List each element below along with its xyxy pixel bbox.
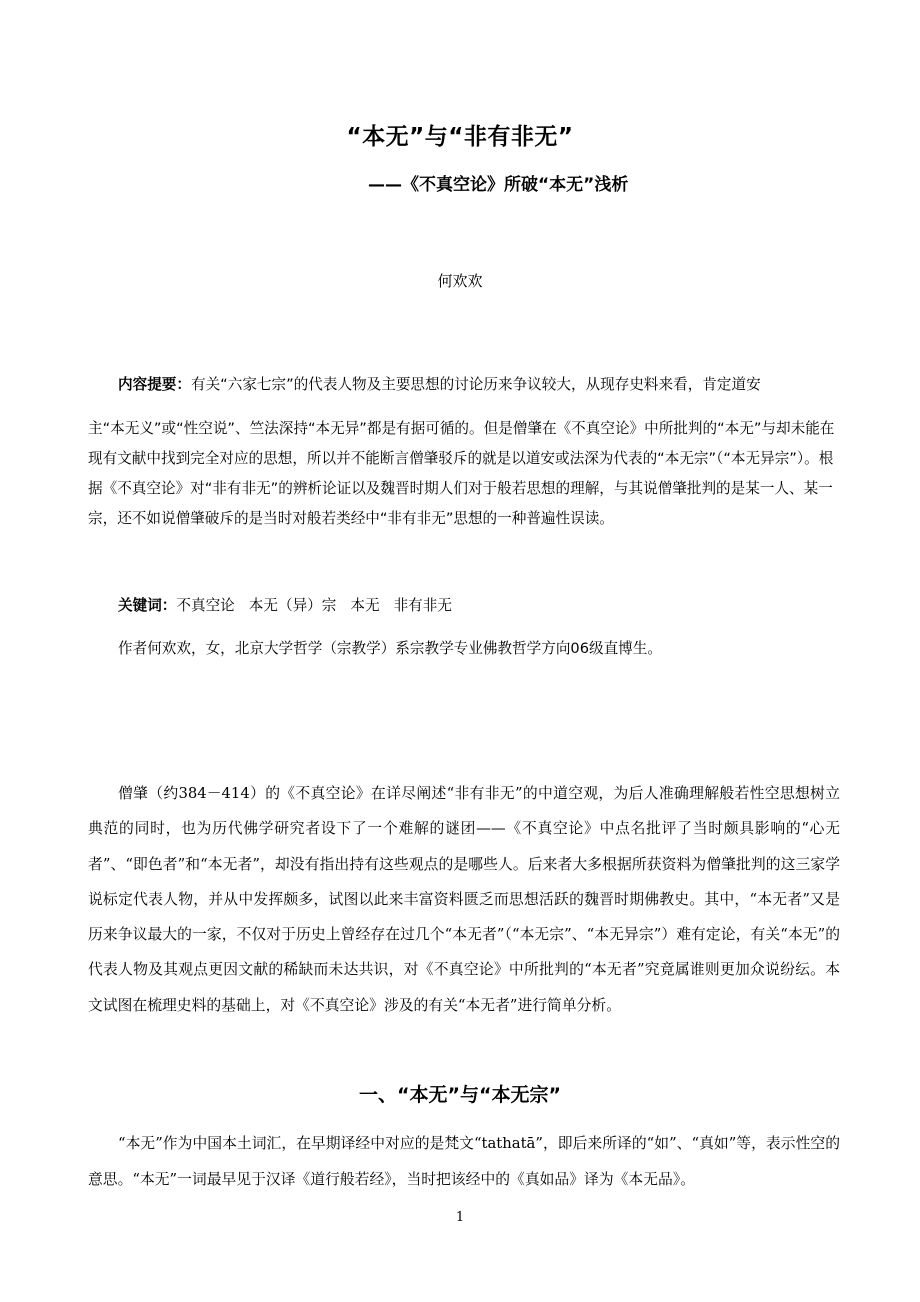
body-paragraph: “本无”作为中国本土词汇，在早期译经中对应的是梵文“tathatā”，即后来所译的“如”、“真如”等，表示性空的意思。“本无”一词最早见于汉译《道行般若经》，当时把该经中的《真如品》译为《本无品》。 xyxy=(88,1135,840,1188)
body-paragraph: 僧肇（约384－414）的《不真空论》在详尽阐述“非有非无”的中道空观，为后人准确理解般若性空思想树立典范的同时，也为历代佛学研究者设下了一个难解的谜团——《不真空论》中点名批评了当时颇具影响的“心无者”、“即色者”和“本无者”，却没有指出持有这些观点的是哪些人。后来者大多根据所获资料为僧肇批判的这三家学说标定代表人物，并从中发挥颇多，试图以此来丰富资料匮乏而思想活跃的魏晋时期佛教史。其中，“本无者”又是历来争议最大的一家，不仅对于历史上曾经存在过几个“本无者”（“本无宗”、“本无异宗”）难有定论，有关“本无”的代表人物及其观点更因文献的稀缺而未达共识，对《不真空论》中所批判的“本无者”究竟属谁则更加众说纷纭。本文试图在梳理史料的基础上，对《不真空论》涉及的有关“本无者”进行简单分析。 xyxy=(88,785,840,1014)
abstract-first-line xyxy=(88,372,838,398)
section-heading: 一、“本无”与“本无宗” xyxy=(359,1084,561,1106)
paper-title: “本无”与“非有非无” xyxy=(346,124,574,150)
keyword: 非有非无 xyxy=(393,597,452,614)
paper-subtitle: ——《不真空论》所破“本无”浅析 xyxy=(368,175,629,195)
keywords-label: 关键词： xyxy=(118,597,177,614)
keyword: 不真空论 xyxy=(176,597,235,614)
author-name: 何欢欢 xyxy=(437,272,483,290)
keywords xyxy=(118,594,466,615)
keyword: 本无（异）宗 xyxy=(248,597,337,614)
abstract-body: 主“本无义”或“性空说”、竺法深持“本无异”都是有据可循的。但是僧肇在《不真空论》中所批判的“本无”与却未能在现有文献中找到完全对应的思想，所以并不能断言僧肇驳斥的就是以道安或法深为代表的“本无宗”（“本无异宗”）。根据《不真空论》对“非有非无”的辨析论证以及魏晋时期人们对于般若思想的理解，与其说僧肇批判的是某一人、某一宗，还不如说僧肇破斥的是当时对般若类经中“非有非无”思想的一种普遍性误读。 xyxy=(88,420,835,527)
abstract-first-text: 有关“六家七宗”的代表人物及主要思想的讨论历来争议较大，从现存史料来看，肯定道安 xyxy=(190,376,761,393)
abstract-label: 内容提要： xyxy=(118,376,191,393)
abstract xyxy=(88,372,838,534)
keyword: 本无 xyxy=(350,597,380,614)
author-note: 作者何欢欢，女，北京大学哲学（宗教学）系宗教学专业佛教哲学方向06级直博生。 xyxy=(118,640,662,657)
page-number: 1 xyxy=(455,1210,465,1225)
